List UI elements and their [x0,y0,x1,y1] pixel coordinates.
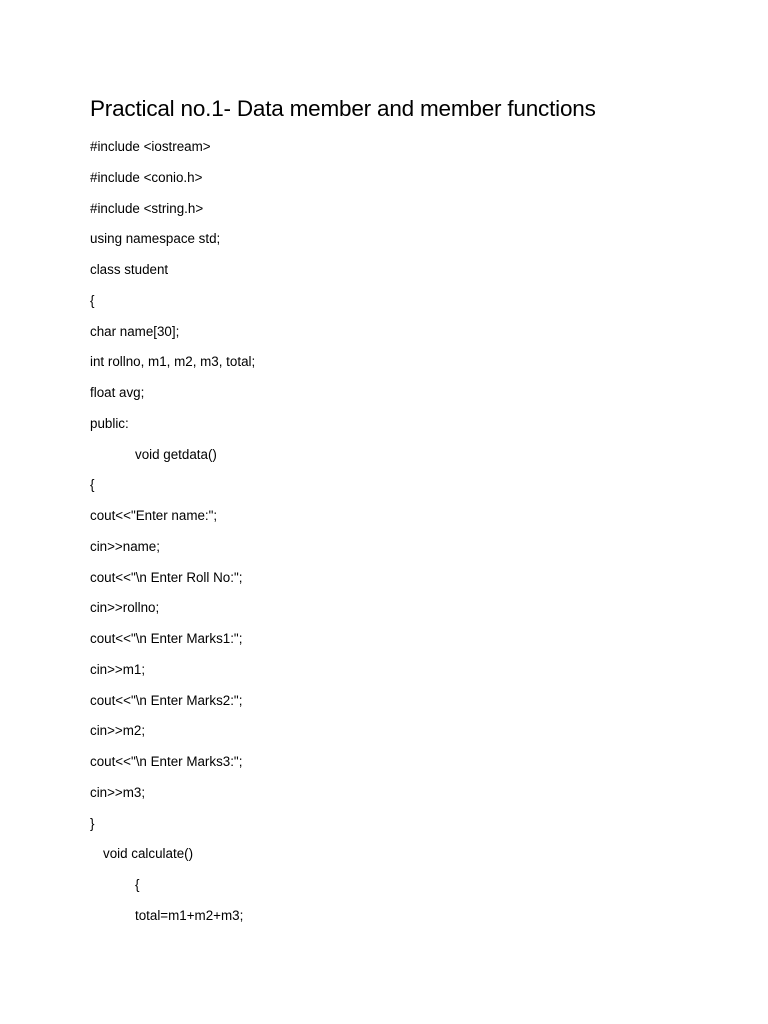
code-line: { [90,477,95,492]
code-line: { [90,293,95,308]
code-line: cin>>rollno; [90,600,160,615]
code-line: #include <conio.h> [90,170,203,185]
code-line: cout<<"Enter name:"; [90,508,218,523]
page-title: Practical no.1- Data member and member functions [90,96,596,121]
code-line: cout<<"\n Enter Roll No:"; [90,570,243,585]
code-line: cout<<"\n Enter Marks1:"; [90,631,243,646]
code-line: cout<<"\n Enter Marks2:"; [90,693,243,708]
code-line: cin>>m2; [90,723,146,738]
code-line: cin>>m3; [90,785,146,800]
code-line: #include <iostream> [90,139,211,154]
code-line: { [135,877,140,892]
code-line: class student [90,262,169,277]
code-line: } [90,816,95,831]
code-line: #include <string.h> [90,201,204,216]
code-line: char name[30]; [90,324,180,339]
code-line: public: [90,416,129,431]
code-line: total=m1+m2+m3; [135,908,244,923]
code-line: cin>>m1; [90,662,146,677]
code-line: cout<<"\n Enter Marks3:"; [90,754,243,769]
code-line: float avg; [90,385,145,400]
code-line: int rollno, m1, m2, m3, total; [90,354,256,369]
code-line: void getdata() [135,447,217,462]
code-line: using namespace std; [90,231,221,246]
code-line: cin>>name; [90,539,160,554]
code-line: void calculate() [103,846,194,861]
